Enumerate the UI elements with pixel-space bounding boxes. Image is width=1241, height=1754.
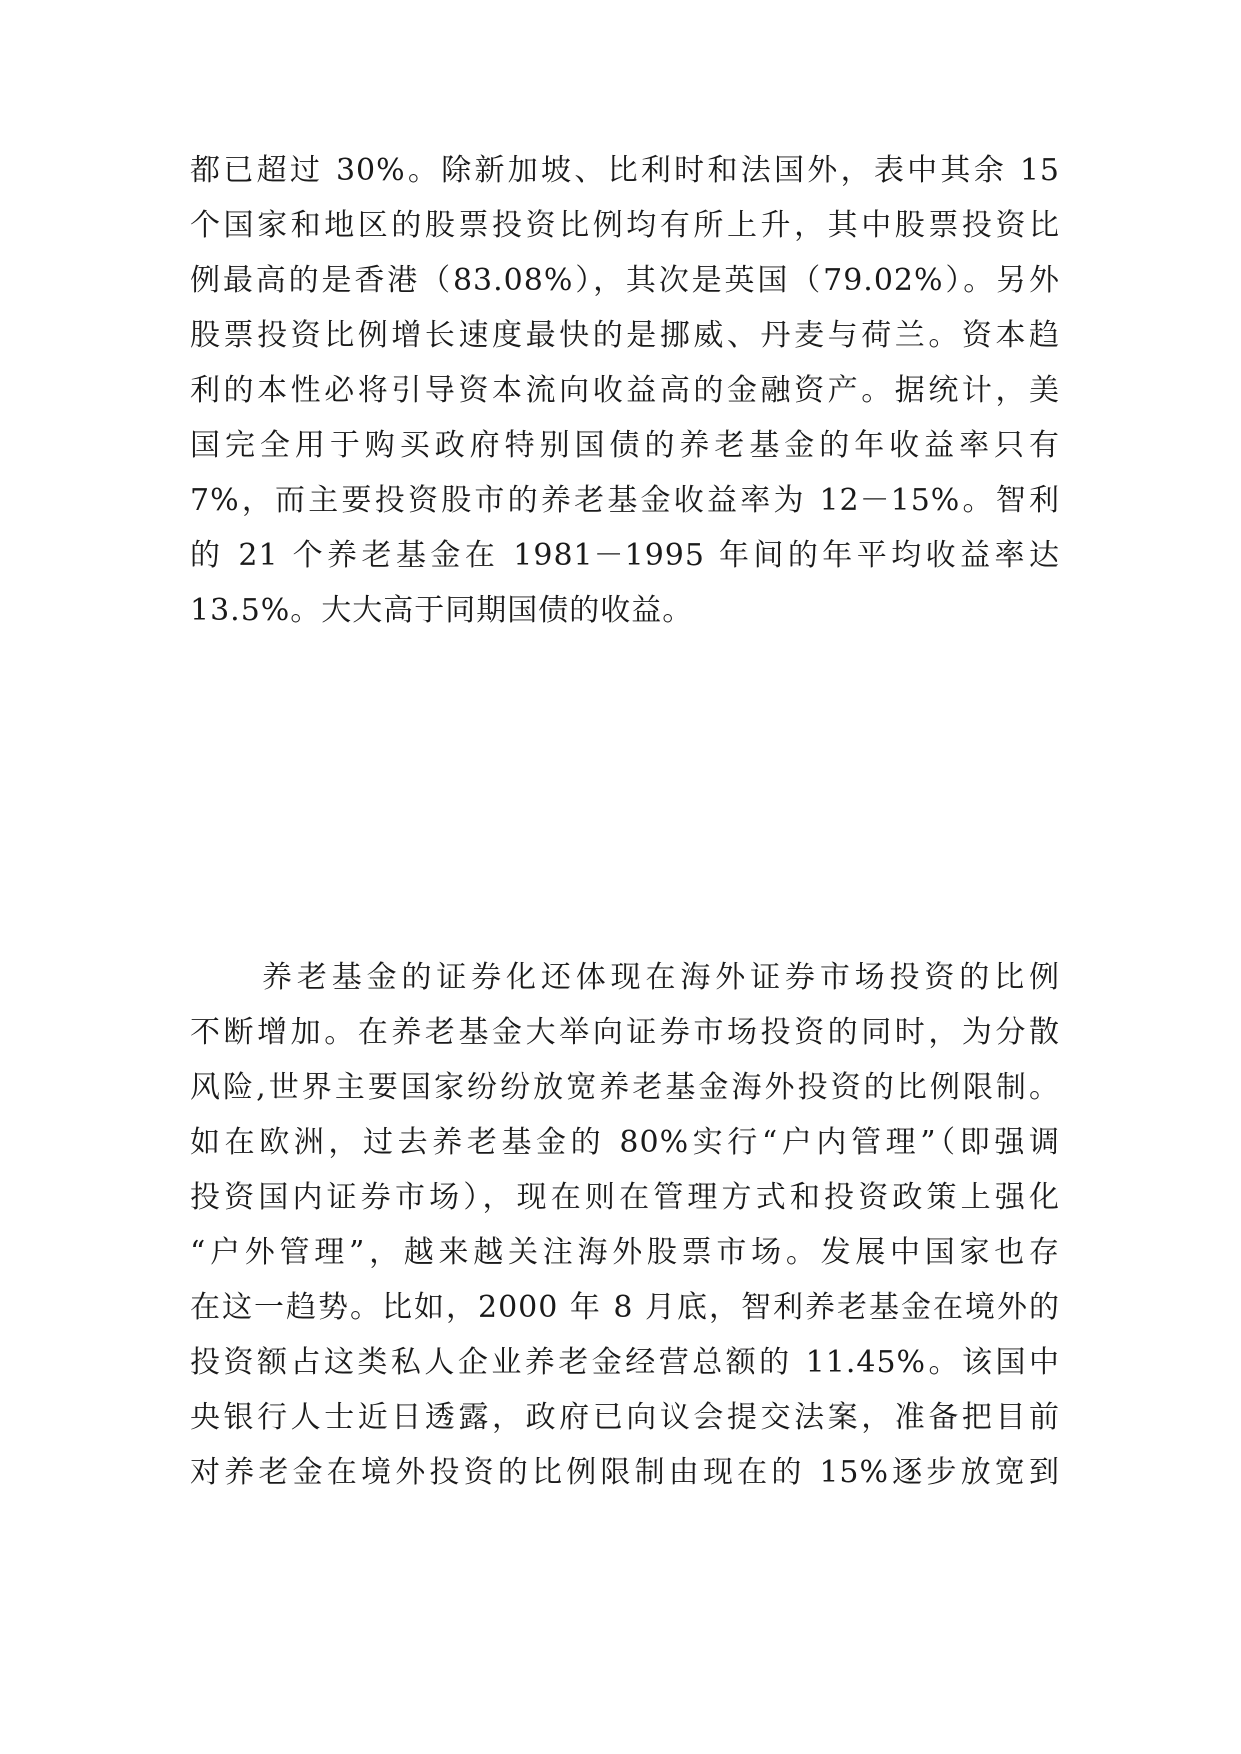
paragraph-2-line-1: 养老基金的证券化还体现在海外证券市场投资的比例 [262, 960, 1060, 995]
paragraph-2-line-8: 投资额占这类私人企业养老金经营总额的 11.45%。该国中 [190, 1345, 1060, 1380]
paragraph-2-line-7: 在这一趋势。比如，2000 年 8 月底，智利养老基金在境外的 [190, 1290, 1060, 1325]
paragraph-1-line-5: 利的本性必将引导资本流向收益高的金融资产。据统计，美 [190, 373, 1060, 408]
paragraph-1-line-9: 13.5%。大大高于同期国债的收益。 [190, 593, 694, 628]
paragraph-1-line-2: 个国家和地区的股票投资比例均有所上升，其中股票投资比 [190, 208, 1060, 243]
paragraph-1-line-1: 都已超过 30%。除新加坡、比利时和法国外，表中其余 15 [190, 153, 1060, 188]
paragraph-2-line-9: 央银行人士近日透露，政府已向议会提交法案，准备把目前 [190, 1400, 1060, 1435]
paragraph-2-line-10: 对养老金在境外投资的比例限制由现在的 15%逐步放宽到 [190, 1455, 1060, 1490]
paragraph-2-line-5: 投资国内证券市场），现在则在管理方式和投资政策上强化 [190, 1180, 1060, 1215]
paragraph-2-line-6: “户外管理”，越来越关注海外股票市场。发展中国家也存 [190, 1235, 1060, 1270]
paragraph-1-line-3: 例最高的是香港（83.08%），其次是英国（79.02%）。另外 [190, 263, 1060, 298]
paragraph-2-line-4: 如在欧洲，过去养老基金的 80%实行“户内管理”（即强调 [190, 1125, 1060, 1160]
paragraph-1-line-8: 的 21 个养老基金在 1981－1995 年间的年平均收益率达 [190, 538, 1060, 573]
paragraph-1-line-6: 国完全用于购买政府特别国债的养老基金的年收益率只有 [190, 428, 1060, 463]
paragraph-2-line-2: 不断增加。在养老基金大举向证券市场投资的同时，为分散 [190, 1015, 1060, 1050]
paragraph-1-line-7: 7%，而主要投资股市的养老基金收益率为 12－15%。智利 [190, 483, 1060, 518]
paragraph-2-line-3: 风险,世界主要国家纷纷放宽养老基金海外投资的比例限制。 [190, 1070, 1060, 1105]
paragraph-1-line-4: 股票投资比例增长速度最快的是挪威、丹麦与荷兰。资本趋 [190, 318, 1060, 353]
